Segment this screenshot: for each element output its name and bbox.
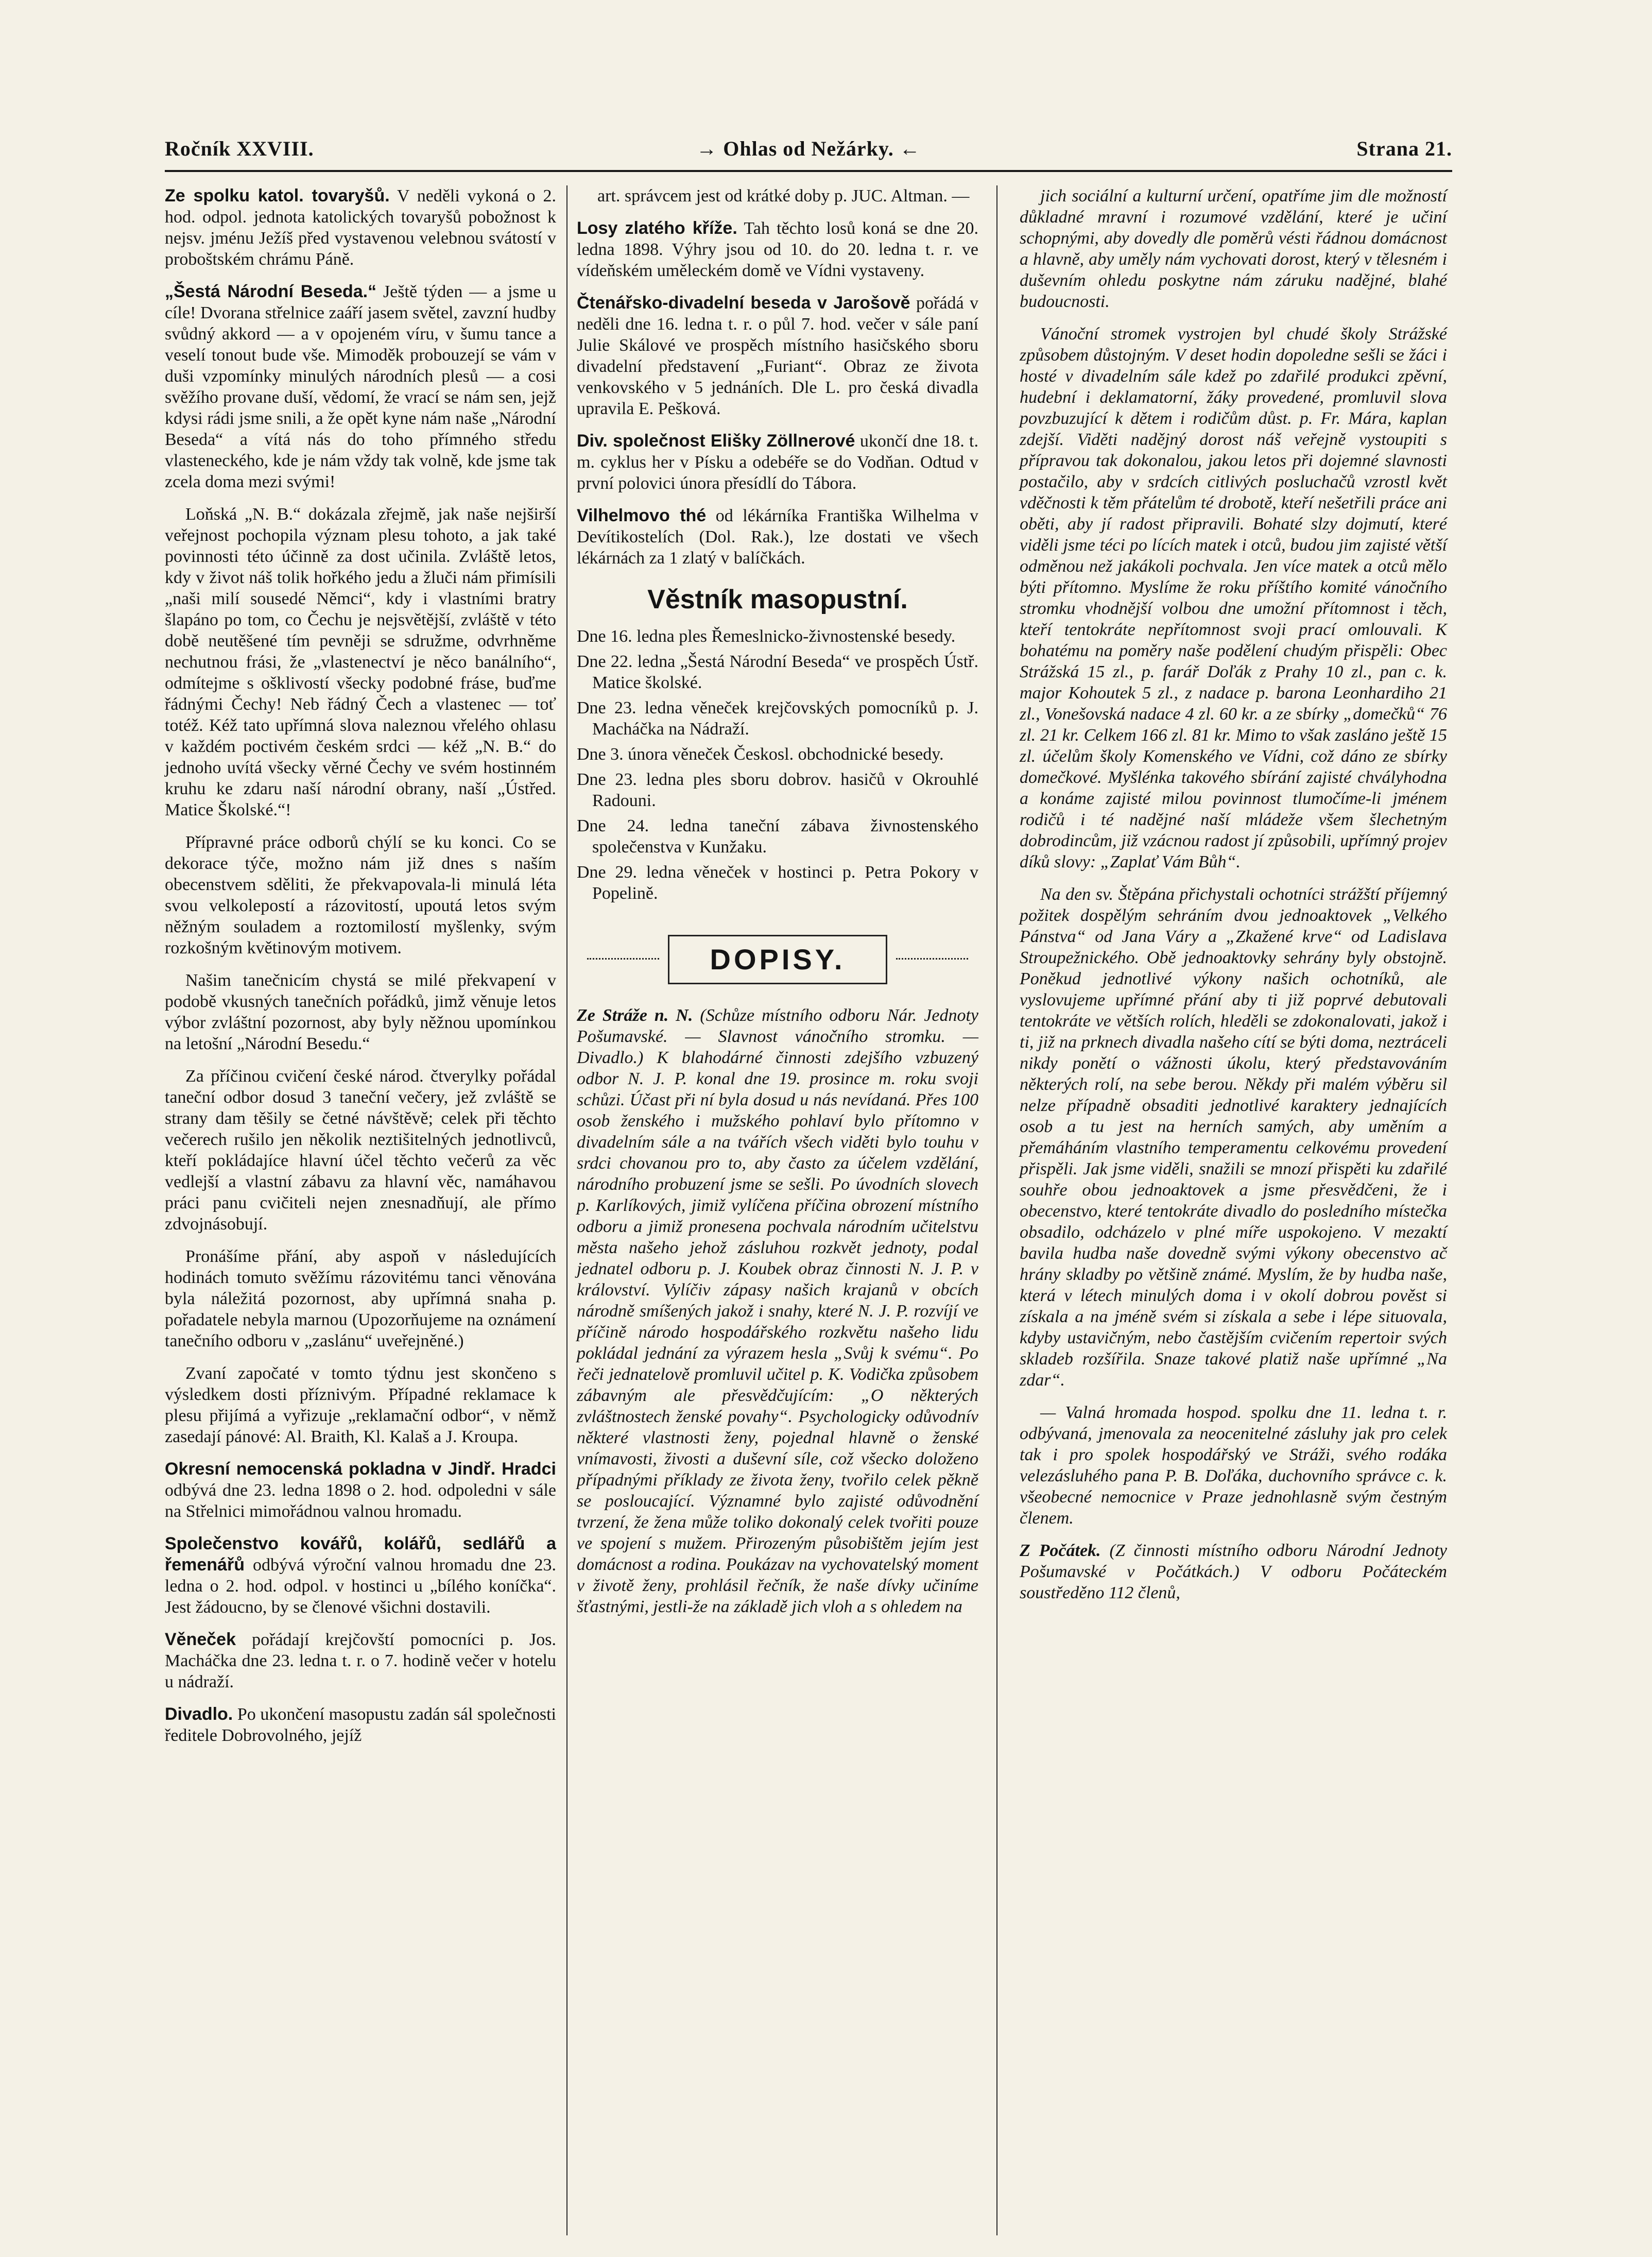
event-item: Dne 23. ledna věneček krejčovských pomocníků p. J. Macháčka na Nádraží. bbox=[577, 698, 978, 739]
article-paragraph bbox=[1020, 323, 1447, 873]
middle-articles bbox=[577, 185, 978, 569]
section-title: Věstník masopustní. bbox=[647, 585, 908, 614]
article-lead: Div. společnost Elišky Zöllnerové bbox=[577, 431, 855, 451]
article-lead: Vilhelmovo thé bbox=[577, 506, 707, 525]
letter-article bbox=[577, 1005, 978, 1617]
column-divider bbox=[566, 185, 567, 2235]
letter-text: (Schůze místního odboru Nár. Jednoty Pošumavské. — Slavnost vánočního stromku. — Divadlo.) K blahodárné činnosti zdejšího vzbuzený odbor N. J. P. konal dne 19. prosince m. roku svoji schůzi. Účast při ní byla dosud u nás nevídaná. Přes 100 osob ženského i mužského pohlaví bylo přítomno v divadelním sále a na tvářích všech viděti bylo touhu v srdci chovanou pro to, aby často za účelem vzdělání, národního probuzení jsme se sešli. Po úvodních slovech p. Karlíkových, jimiž vylíčena příčina obrození místního odboru a jimiž pronesena pochvala národním učitelstvu města našeho jehož zásluhou rozkvět jednoty, podal jednatel odboru p. J. Koubek obraz činnosti N. J. P. v království. Vylíčiv zápasy našich krajanů v obcích národně smíšených jakož i snahy, které N. J. P. rozvíjí ve příčině národo hospodářského rozkvětu našeho lidu pokládal jednání za výrazem hesla „Svůj k svému“. Po řeči jednatelově promluvil učitel p. K. Vodička způsobem zábavným ale přesvědčujícím: „O některých zvláštnostech ženské povahy“. Psychologicky odůvodnív některé vlastnosti ženy, pojednal hlavně o ženské vnímavosti, živosti a duševní síle, což všecko doloženo případnými příklady ze života ženy, tvořilo celek pěkně se posloucající. Významné bylo zajisté odůvodnění tvrzení, že žena může toliko dokonalý celek tvořiti pouze ve spojení s mužem. Přirozeným působištěm jejím jest domácnost a rodina. Poukázav na vychovatelský moment v životě ženy, prohlásil řečník, že naše dívky učiníme šťastnými, jestli-že na základě jich vloh a s ohledem na bbox=[577, 1006, 979, 1616]
volume-label: Ročník XXVIII. bbox=[165, 137, 314, 160]
article-text: odbývá výroční valnou hromadu dne 23. ledna o 2. hod. odpol. v hostinci u „bílého koníčka“. Jest žádoucno, by se členové všichni dostavili. bbox=[165, 1555, 556, 1617]
article-paragraph bbox=[165, 1533, 556, 1618]
article-paragraph bbox=[165, 1629, 556, 1692]
article-text: art. správcem jest od krátké doby p. JUC. Altman. — bbox=[597, 186, 970, 206]
article-paragraph bbox=[165, 1066, 556, 1235]
article-text: odbývá dne 23. ledna 1898 o 2. hod. odpoledni v sále na Střelnici mimořádnou valnou hromadu. bbox=[165, 1481, 556, 1521]
article-paragraph bbox=[1020, 1402, 1447, 1529]
article-text: Po ukončení masopustu zadán sál společnosti ředitele Dobrovolného, jejíž bbox=[165, 1705, 556, 1745]
event-item: Dne 16. ledna ples Řemeslnicko-živnostenské besedy. bbox=[577, 627, 956, 646]
article-paragraph bbox=[165, 1246, 556, 1352]
article-lead: Divadlo. bbox=[165, 1704, 233, 1724]
event-item: Dne 23. ledna ples sboru dobrov. hasičů v Okrouhlé Radouni. bbox=[577, 770, 978, 810]
article-text: Přípravné práce odborů chýlí se ku konci. Co se dekorace týče, možno nám již dnes s naším obecenstvem sděliti, že překvapovala-li minulá léta svou velkolepostí a rázovitostí, upoutá letos svým něžným souladem a roztomilostí myšlenky, svým rozkošným květinovým motivem. bbox=[165, 833, 556, 957]
column-divider bbox=[996, 185, 997, 2235]
article-paragraph bbox=[165, 1363, 556, 1447]
page-header bbox=[165, 131, 1452, 167]
article-paragraph bbox=[577, 185, 978, 207]
article-paragraph bbox=[165, 504, 556, 820]
article-lead: Věneček bbox=[165, 1630, 236, 1649]
article-paragraph bbox=[577, 293, 978, 419]
header-rule bbox=[165, 170, 1452, 172]
article-text: Vánoční stromek vystrojen byl chudé školy Strážské způsobem důstojným. V deset hodin dopoledne sešli se žáci i hosté v divadelním sále kdež po zdařilé produkci zpěvní, hudební i deklamatorní, žáky provedené, promluvil slova povzbuzující k dětem i rodičům důst. p. Fr. Mára, kaplan zdejší. Viděti nadějný dorost náš veřejně vystoupiti s přípravou tak dokonalou, jakou letos při dojemné slavnosti postačilo, aby v srdcích citlivých posluchačů vzrostl květ vděčnosti k těm přátelům té drobotě, kteří nešetřili práce ani oběti, aby jí radost připravili. Bohaté slzy dojmutí, které viděli jsme téci po lících matek i otců, budou jim zajisté větší odměnou než jakákoli pochvala. Jen více matek a otců mělo býti přítomno. Myslíme že roku příštího komité vánočního stromku vhodnější volbou dne umožní přítomnost i těch, kteří tentokráte nepřítomnost svoji prací omlouvali. K bohatému na poměry naše podělení chudým přispěli: Obec Strážská 15 zl., p. farář Doľák z Prahy 10 zl., pan c. k. major Kohoutek 5 zl., z nadace p. barona Leonhardiho 21 zl., Vonešovská nadace 4 zl. 60 kr. a ze sbírky „domečků“ 76 zl. 21 kr. Celkem 166 zl. 81 kr. Mimo to však zasláno ještě 15 zl. účelům školy Komenského ve Vídni, což dáno ze sbírky domečkové. Myšlénka takového sbírání zajisté chvályhodna a konáme zajisté milou povinnost tlumočíme-li jménem rodičů i té nadějné naší mládeže všem šlechetným dobrodincům, již vzácnou radost jí způsobili, upřímný projev díků slovy: „Zaplať Vám Bůh“. bbox=[1020, 324, 1447, 871]
article-paragraph bbox=[165, 1459, 556, 1522]
article-text: Pronášíme přání, aby aspoň v následujících hodinách tomuto svěžímu rázovitému tanci věnována byla náležitá pozornost, aby upřímná snaha p. pořadatele nebyla marnou (Upozorňujeme na oznámení tanečního odboru v „zaslánu“ uveřejněné.) bbox=[165, 1247, 556, 1350]
event-item: Dne 22. ledna „Šestá Národní Beseda“ ve prospěch Ústř. Matice školské. bbox=[577, 652, 978, 692]
column-left bbox=[165, 185, 556, 1757]
article-text: (Z činnosti místního odboru Národní Jednoty Pošumavské v Počátkách.) V odboru Počáteckém soustředěno 112 členů, bbox=[1020, 1541, 1447, 1602]
article-text: Loňská „N. B.“ dokázala zřejmě, jak naše nejširší veřejnost pochopila význam plesu tohoto, a jak také povinnosti této účinně za dost učinila. Zvláště letos, kdy v život náš tolik hořkého jedu a žluči nám přimísili „naši milí sousedé Němci“, kdy i vlastními bratry šlapáno po tom, co Čechu je nejsvětější, zvláště v této době neutěšené tím pevněji se sdružme, odvrhněme nechutnou frási, že „vlastenectví je něco banálního“, odmítejme s ošklivostí všecky podobné fráse, buďme řádnými Čechy! Neb řádný Čech a vlastenec — toť totéž. Kéž tato upřímná slova naleznou vřelého ohlasu v každém poctivém českém srdci — kéž „N. B.“ do jednoho uvítá všecky věrné Čechy ve svém hostinném kruhu ke zdaru naší národní obrany, naší „Ústřed. Matice Školské.“! bbox=[165, 505, 556, 819]
letter-lead: Ze Stráže n. N. bbox=[577, 1006, 693, 1025]
page-number: Strana 21. bbox=[1356, 137, 1452, 160]
event-item: Dne 24. ledna taneční zábava živnostenského společenstva v Kunžaku. bbox=[577, 816, 978, 857]
article-text: Ještě týden — a jsme u cíle! Dvorana střelnice zaáří jasem světel, zavzní hudby svůdný akkord — a v opojeném víru, v šumu tance a veselí tonout bude vše. Mimoděk probouzejí se vám v duši vzpomínky minulých národních plesů — a cosi svěžího provane duší, vědomí, že vrací se nám sen, jejž kdysi rádi jsme snili, a že opět kyne nám naše „Národní Beseda“ a vítá nás do toho přímného středu vlasteneckého, kde je nám vždy tak volně, kde jsme tak zcela doma mezi svými! bbox=[165, 282, 556, 491]
article-text: pořádá v neděli dne 16. ledna t. r. o půl 7. hod. večer v sále paní Julie Skálové ve prospěch místního hasičského sboru divadelní představení „Furiant“. Obraz ze života venkovského v 5 jednáních. Dle L. pro česká divadla upravila E. Pešková. bbox=[577, 294, 978, 418]
article-text: od lékárníka Františka Wilhelma v Devítikostelích (Dol. Rak.), lze dostati ve všech lékárnách za 1 zlatý v balíčkách. bbox=[577, 506, 978, 568]
article-text: ukončí dne 18. t. m. cyklus her v Písku a odebéře se do Vodňan. Odtud v první polovici února přesídlí do Tábora. bbox=[577, 432, 978, 493]
article-text: jich sociální a kulturní určení, opatříme jim dle možností důkladné mravní i rozumové vzdělání, které je učiní schopnými, aby dovedly dle poměrů vésti řádnou domácnost a hlavně, aby uměly nám vychovati dorost, který v tělesném i duševním ohledu poskytne nám záruku nadějné, blahé budoucnosti. bbox=[1020, 186, 1447, 311]
event-item: Dne 3. února věneček Českosl. obchodnické besedy. bbox=[577, 745, 944, 764]
article-paragraph bbox=[165, 832, 556, 959]
article-text: Tah těchto losů koná se dne 20. ledna 1898. Výhry jsou od 10. do 20. ledna t. r. ve vídeňském uměleckém domě ve Vídni vystaveny. bbox=[577, 219, 978, 280]
article-paragraph bbox=[1020, 185, 1447, 312]
article-text: — Valná hromada hospod. spolku dne 11. ledna t. r. odbývaná, jmenovala za neocenitelné zásluhy jak pro celek tak i pro spolek hospodářský ve Stráži, svého rodáka velezásluhého pana P. B. Doľáka, duchovního správce c. k. všeobecné nemocnice v Praze jednohlasně svým čestným členem. bbox=[1020, 1403, 1447, 1528]
article-lead: „Šestá Národní Beseda.“ bbox=[165, 282, 377, 301]
article-paragraph bbox=[577, 431, 978, 494]
column-right bbox=[1020, 185, 1447, 1615]
article-paragraph bbox=[165, 281, 556, 492]
article-lead: Losy zlatého kříže. bbox=[577, 218, 737, 238]
article-lead: Společenstvo kovářů, kolářů, sedlářů a řemenářů bbox=[165, 1534, 556, 1575]
article-paragraph bbox=[165, 1704, 556, 1746]
article-text: Zvaní započaté v tomto týdnu jest skončeno s výsledkem dosti příznivým. Případné reklamace k plesu přijímá a vyřizuje „reklamační odbor“, v němž zasedají pánové: Al. Braith, Kl. Kalaš a J. Kroupa. bbox=[165, 1364, 556, 1446]
event-item: Dne 29. ledna věneček v hostinci p. Petra Pokory v Popelině. bbox=[577, 863, 978, 903]
column-middle bbox=[577, 185, 978, 1629]
newspaper-page bbox=[165, 0, 1452, 2257]
article-paragraph bbox=[1020, 884, 1447, 1391]
article-paragraph bbox=[1020, 1540, 1447, 1603]
article-lead: Z Počátek. bbox=[1020, 1541, 1101, 1560]
article-paragraph bbox=[165, 185, 556, 270]
article-text: Za příčinou cvičení české národ. čtverylky pořádal taneční odbor dosud 3 taneční večery, jež zvláště se strany dam těšily se četné návštěvě; celek při těchto večerech rušilo jen několik neztišitelných jednotlivců, kteří pokládajíce hlavní účel těchto večerů za věc vedlejší a vlastní zábavu za hlavní věc, namáhavou práci panu cvičiteli nejen znesnadňují, ale přímo zdvojnásobují. bbox=[165, 1067, 556, 1234]
article-text: Na den sv. Štěpána přichystali ochotníci strážští příjemný požitek dospělým sehráním dvou jednoaktovek „Velkého Pánstva“ od Jana Váry a „Zkažené krve“ od Ladislava Stroupežnického. Obě jednoaktovky sehrány byly obstojně. Poněkud jednotlivé výkony našich ochotníků, ale vyslovujeme upřímné přání aby ti již poprvé debutovali tentokráte ve větších rolích, hleděli se zdokonalovati, jakož i ti, již na prknech divadla našeho cítí se býti doma, neztráceli nikdy ponětí o vážnosti úkolu, který představováním některých rolí, na sebe berou. Někdy při malém výběru sil nelze případně obsaditi jednotlivé karaktery jednajících osob a tu jest na herních samých, aby uměním a přemáháním vlastního temperamentu celkovému provedení přispěli. Jak jsme viděli, snažili se mnozí přispěti ku zdařilé souhře obou jednoaktovek a jsme přesvědčeni, že i obecenstvo, které tentokráte divadlo do posledního místečka obsadilo, odcházelo v plné míře uspokojeno. V mezaktí bavila hudba naše dovedně svými výkony obecenstvo ač hrány skladby po většině známé. Myslím, že by hudba naše, která v létech minulých doma i v okolí dobrou pověst si získala a na jméně svém si získala a sebe i lépe situovala, kdyby ustavičným, nebo častějším cvičením repertoir svých skladeb rozšířila. Snaze takové platiž naše upřímné „Na zdar“. bbox=[1020, 885, 1447, 1390]
article-paragraph bbox=[577, 505, 978, 569]
article-paragraph bbox=[165, 970, 556, 1054]
events-list bbox=[577, 626, 978, 904]
article-text: Našim tanečnicím chystá se milé překvapení v podobě vkusných tanečních pořádků, jimž věnuje letos výbor zvláštní pozornost, aby byly něžnou upomínkou na letošní „Národní Besedu.“ bbox=[165, 971, 556, 1053]
article-text: pořádají krejčovští pomocníci p. Jos. Macháčka dne 23. ledna t. r. o 7. hodině večer v hotelu u nádraží. bbox=[165, 1630, 556, 1691]
newspaper-title: → Ohlas od Nežárky. ← bbox=[696, 137, 921, 160]
article-lead: Okresní nemocenská pokladna v Jindř. Hradci bbox=[165, 1459, 556, 1479]
article-paragraph bbox=[577, 218, 978, 281]
article-lead: Čtenářsko-divadelní beseda v Jarošově bbox=[577, 293, 910, 313]
dopisy-heading: DOPISY. bbox=[668, 935, 887, 984]
article-text: V neděli vykoná o 2. hod. odpol. jednota katolických tovaryšů pobožnost k nejsv. jménu Ježíš před vystavenou velebnou svátostí v proboštském chrámu Páně. bbox=[165, 186, 556, 269]
article-lead: Ze spolku katol. tovaryšů. bbox=[165, 186, 390, 206]
